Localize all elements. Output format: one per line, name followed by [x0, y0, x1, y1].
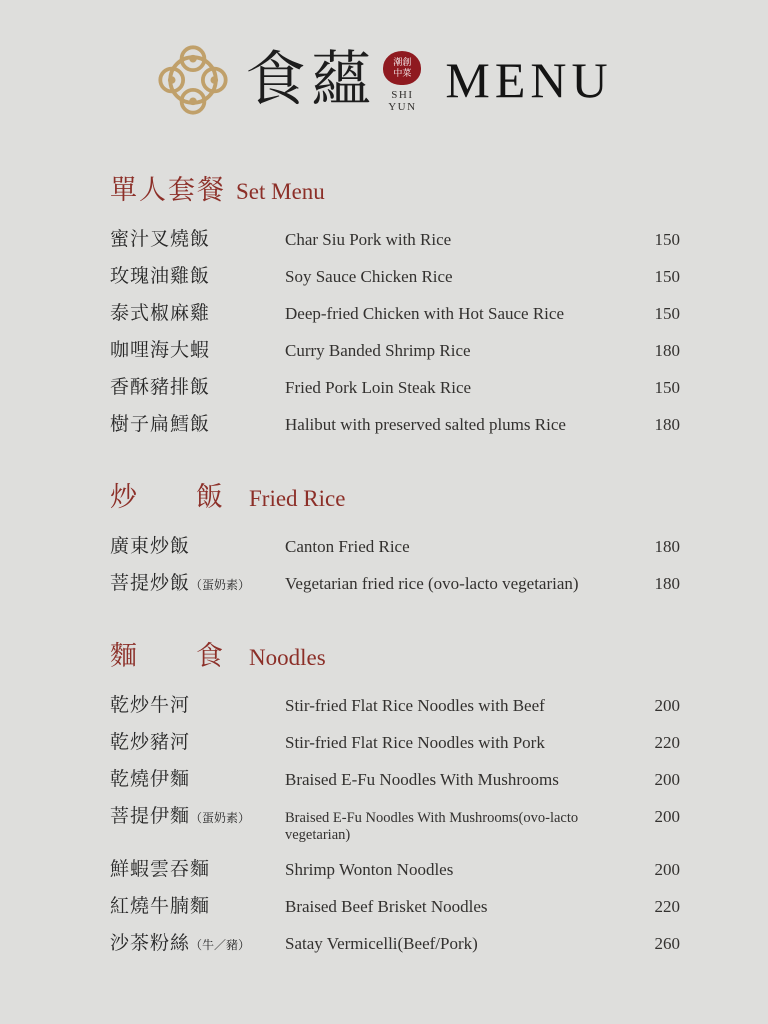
item-price: 200 [654, 770, 680, 789]
item-name-en: Braised Beef Brisket Noodles [285, 897, 488, 916]
item-note: （牛／豬） [190, 938, 251, 952]
item-name-en: Char Siu Pork with Rice [285, 230, 452, 249]
item-name-cn: 菩提炒飯 [110, 573, 191, 594]
item-name-cn: 沙茶粉絲 [110, 933, 191, 954]
section-title-cn: 炒 飯 [110, 482, 239, 512]
item-name-en: Satay Vermicelli(Beef/Pork) [285, 934, 478, 953]
menu-header [0, 0, 768, 150]
item-price: 180 [654, 415, 680, 434]
menu-items-table [110, 685, 680, 960]
item-price: 180 [654, 341, 680, 360]
seal-stamp-icon [383, 51, 421, 85]
item-name-cn: 泰式椒麻雞 [110, 303, 211, 324]
item-note: （蛋奶素） [190, 578, 251, 592]
item-name-cn-with-note [110, 923, 285, 960]
table-row [110, 722, 680, 759]
brand-romanization [388, 89, 416, 113]
item-name-cn: 樹子扁鱈飯 [110, 414, 211, 435]
item-name-cn: 菩提伊麵 [110, 806, 191, 827]
table-row [110, 685, 680, 722]
table-row [110, 796, 680, 849]
section-heading [110, 475, 680, 514]
section-fried-rice [110, 475, 680, 600]
item-name-cn-with-note [110, 563, 285, 600]
table-row [110, 256, 680, 293]
item-price: 180 [654, 537, 680, 556]
item-name-cn: 紅燒牛腩麵 [110, 896, 211, 917]
item-name-en: Vegetarian fried rice (ovo-lacto vegetarian) [285, 574, 579, 593]
table-row [110, 219, 680, 256]
section-title-en: Noodles [249, 645, 326, 670]
item-name-cn: 鮮蝦雲吞麵 [110, 859, 211, 880]
item-name-en: Deep-fried Chicken with Hot Sauce Rice [285, 304, 564, 323]
item-price: 220 [654, 733, 680, 752]
brand-name-cn: 食蘊 [245, 47, 378, 113]
item-name-en: Shrimp Wonton Noodles [285, 860, 454, 879]
item-name-cn: 蜜汁叉燒飯 [110, 229, 211, 250]
item-price: 150 [654, 378, 680, 397]
table-row [110, 367, 680, 404]
table-row [110, 293, 680, 330]
item-price: 150 [654, 304, 680, 323]
seal-line-1: 潮創 [393, 57, 412, 67]
menu-content [0, 168, 768, 960]
brand-seal [383, 51, 421, 113]
item-note: （蛋奶素） [190, 811, 251, 825]
item-name-cn: 咖哩海大蝦 [110, 340, 211, 361]
table-row [110, 563, 680, 600]
romaji-line-2: YUN [388, 101, 417, 113]
item-name-en: Braised E-Fu Noodles With Mushrooms [285, 770, 559, 789]
seal-line-2: 中菜 [393, 68, 412, 78]
table-row [110, 759, 680, 796]
section-title-en: Fried Rice [249, 486, 346, 511]
menu-items-table [110, 219, 680, 441]
item-price: 150 [654, 267, 680, 286]
page-title: MENU [445, 52, 613, 108]
table-row [110, 849, 680, 886]
item-name-cn: 香酥豬排飯 [110, 377, 211, 398]
item-name-en: Curry Banded Shrimp Rice [285, 341, 471, 360]
section-heading [110, 168, 680, 207]
item-price: 200 [654, 860, 680, 879]
romaji-line-1: SHI [391, 89, 414, 101]
menu-items-table [110, 526, 680, 600]
item-name-en: Stir-fried Flat Rice Noodles with Beef [285, 696, 545, 715]
item-price: 180 [654, 574, 680, 593]
item-price: 200 [654, 696, 680, 715]
section-title-cn: 單人套餐 [110, 175, 226, 205]
item-name-en: Soy Sauce Chicken Rice [285, 267, 453, 286]
item-price: 220 [654, 897, 680, 916]
item-name-en: Halibut with preserved salted plums Rice [285, 415, 566, 434]
section-set-menu [110, 168, 680, 441]
item-name-cn-with-note [110, 796, 285, 849]
item-name-en: Braised E-Fu Noodles With Mushrooms(ovo-lacto vegetarian) [285, 810, 579, 843]
item-name-cn: 乾炒豬河 [110, 732, 191, 753]
item-price: 200 [654, 807, 680, 826]
item-name-en: Fried Pork Loin Steak Rice [285, 378, 472, 397]
section-title-cn: 麵 食 [110, 641, 239, 671]
celtic-knot-logo-icon [155, 42, 231, 118]
section-noodles [110, 634, 680, 960]
table-row [110, 330, 680, 367]
item-price: 260 [654, 934, 680, 953]
item-name-en: Stir-fried Flat Rice Noodles with Pork [285, 733, 545, 752]
item-name-cn: 廣東炒飯 [110, 536, 191, 557]
section-title-en: Set Menu [236, 179, 325, 204]
item-name-cn: 乾燒伊麵 [110, 769, 191, 790]
item-name-en: Canton Fried Rice [285, 537, 410, 556]
section-heading [110, 634, 680, 673]
table-row [110, 923, 680, 960]
item-price: 150 [654, 230, 680, 249]
item-name-cn: 乾炒牛河 [110, 695, 191, 716]
table-row [110, 526, 680, 563]
table-row [110, 404, 680, 441]
table-row [110, 886, 680, 923]
item-name-cn: 玫瑰油雞飯 [110, 266, 211, 287]
